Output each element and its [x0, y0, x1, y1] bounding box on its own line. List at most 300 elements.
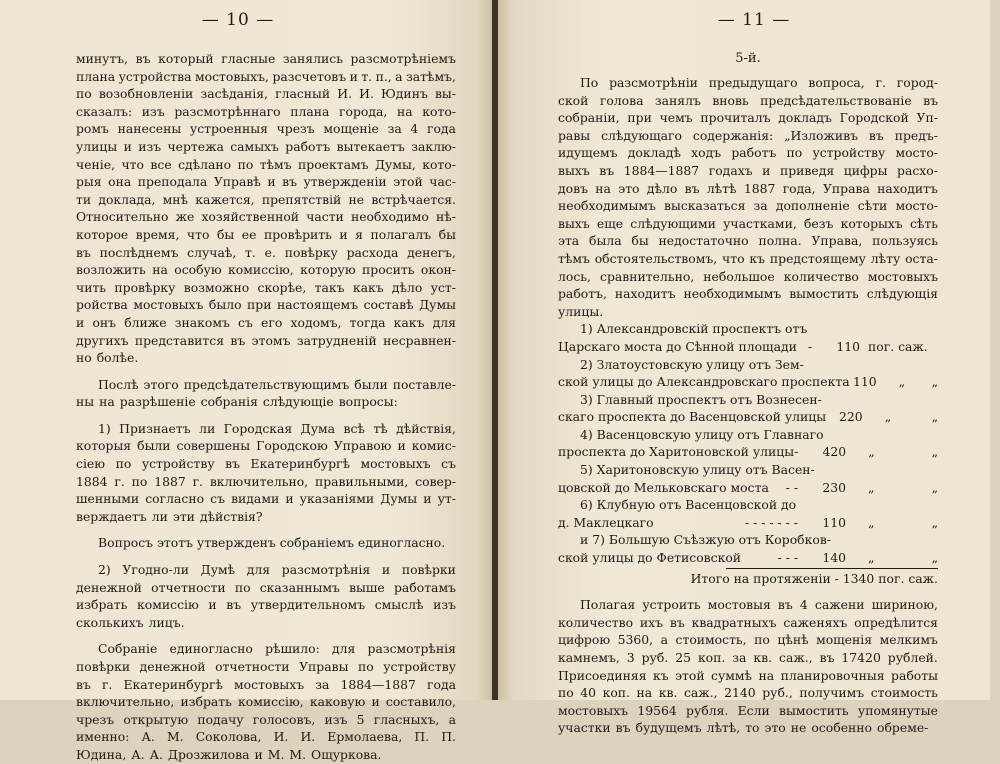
word: и [762, 162, 771, 178]
street-row-line1 [558, 461, 938, 479]
street-row-line1 [558, 320, 938, 338]
word: денегъ, [407, 244, 456, 260]
word: г. [114, 473, 125, 489]
street-row-line2 [558, 479, 938, 497]
word: город- [896, 75, 938, 90]
word: при [247, 297, 272, 313]
word: гласные [221, 51, 276, 66]
text-line [76, 676, 456, 694]
word: совер- [415, 473, 456, 489]
word: руб. [641, 650, 669, 665]
word: все [150, 156, 172, 172]
street-route: скаго проспекта до Васенцовской улицы [558, 409, 827, 425]
word: Думы [380, 491, 418, 507]
text-line [558, 649, 938, 667]
word: которыхъ [840, 215, 903, 231]
word: работъ [731, 145, 777, 161]
table-total: Итого на протяженіи - 1340 пог. саж. [690, 570, 938, 586]
street-span [558, 338, 812, 356]
street-row-line1 [558, 496, 938, 514]
word: и [423, 491, 432, 507]
word: 1884—1887 [340, 676, 416, 692]
word: по [115, 456, 132, 472]
word: По [580, 75, 599, 90]
word: И. [273, 729, 289, 745]
word: ходъ [691, 145, 722, 161]
word: высказаться [664, 198, 746, 214]
word: опредѣлится [854, 614, 938, 630]
word: плана [76, 68, 116, 84]
word: въ [599, 162, 615, 178]
word: въ [282, 174, 297, 190]
word: этомъ [251, 332, 291, 348]
word: необходимо [350, 209, 429, 225]
word: Екатеринбургѣ [123, 676, 223, 692]
word: Управа, [811, 233, 863, 249]
word: г. [101, 676, 113, 692]
text-line [558, 109, 938, 127]
word: А. [131, 746, 145, 762]
word: устроить [642, 597, 701, 613]
word: комис- [411, 438, 456, 454]
street-row-line1 [558, 531, 938, 549]
word: М. [267, 746, 285, 762]
word: города, [339, 103, 388, 119]
word: ти [76, 191, 92, 207]
word: ченіе, [76, 156, 116, 172]
word: идущемъ [558, 145, 618, 161]
word: Городской [839, 110, 909, 126]
word: работамъ [393, 579, 456, 595]
text-line [558, 596, 938, 614]
street-length: 420 [822, 444, 847, 460]
page-number-right: — 11 — [717, 10, 791, 30]
word: камнемъ, [558, 650, 620, 665]
word: этой [393, 174, 423, 190]
word: равы [558, 127, 591, 143]
word: включительно, [76, 694, 175, 710]
word: шириною, [871, 597, 938, 613]
word: я [355, 226, 363, 242]
street-row-line1 [558, 356, 938, 374]
word: 4 [410, 121, 419, 137]
word: недостаточно [658, 233, 749, 249]
word: обстоятельствомъ, [594, 250, 718, 266]
text-line [76, 596, 456, 614]
word: предстоящему [769, 250, 866, 266]
word: еще [596, 215, 624, 231]
word: докладѣ [627, 145, 681, 161]
word: занялись [282, 51, 343, 66]
word: избрать [76, 597, 128, 613]
street-span [558, 408, 826, 426]
word: Юдина, [76, 746, 127, 762]
word: выхъ [558, 162, 590, 178]
length-unit: пог. саж. [868, 338, 928, 354]
word: коп. [602, 685, 630, 701]
leader-dashes: - - [785, 479, 798, 495]
word: Думы [419, 297, 456, 313]
word: изъ [324, 711, 348, 727]
word: мощенія [816, 632, 873, 648]
word: эти [172, 508, 195, 524]
word: вопроса, [808, 75, 865, 90]
word: къ [749, 250, 766, 266]
word: Уп- [916, 110, 938, 126]
word: нѣ- [436, 209, 456, 225]
word: включительно, [209, 473, 309, 489]
word: составило, [385, 694, 456, 710]
word: засѣданія, [200, 86, 268, 102]
word: голосовъ, [252, 711, 316, 727]
word: указаніями [299, 491, 375, 507]
word: 1887 [154, 473, 186, 489]
word: И. [359, 86, 374, 102]
street-name: 3) Главный проспектъ отъ Вознесен- [580, 391, 822, 407]
word: разсмотрѣнія [281, 562, 371, 578]
word: сажени [814, 597, 865, 613]
word: руб., [762, 685, 793, 701]
word: Думы, [374, 156, 416, 172]
street-span [558, 443, 798, 461]
word: устройству [141, 456, 215, 472]
word: вымостить [789, 286, 859, 302]
paragraph-questions-intro [76, 376, 456, 411]
word: комиссію, [228, 262, 294, 278]
text-line [76, 191, 456, 209]
word: слѣдующими [630, 215, 716, 231]
leader-dashes: - [807, 338, 812, 354]
word: и [371, 694, 380, 710]
text-line [76, 437, 456, 455]
word: время, [135, 226, 180, 242]
word: слѣдующіе [262, 394, 334, 410]
word: на [595, 180, 611, 196]
word: преподала [137, 174, 208, 190]
word: расхо- [897, 162, 938, 178]
word: препятствій [261, 191, 342, 207]
word: особенно [811, 720, 873, 736]
word: мелкимъ [879, 632, 938, 648]
word: каковую [309, 694, 366, 710]
word: хозяйственной [201, 209, 300, 225]
word: п., [375, 68, 392, 84]
text-line [76, 279, 456, 297]
text-line [558, 74, 938, 92]
word: по [558, 685, 574, 701]
text-line [76, 490, 456, 508]
word: Дума [300, 420, 336, 436]
word: г. [875, 75, 886, 90]
street-route: ской улицы до Фетисовской [558, 550, 742, 566]
text-line [76, 579, 456, 597]
leader-dashes: - [794, 444, 799, 460]
word: приведя [779, 162, 835, 178]
word: что [121, 156, 144, 172]
word: въ [225, 456, 240, 472]
word: вытекаетъ [336, 138, 405, 154]
word: а [660, 632, 669, 648]
word: предыдущаго [708, 75, 798, 90]
word: года, [782, 180, 816, 196]
paragraph-continuation [76, 50, 456, 367]
word: другихъ [76, 332, 129, 348]
text-line [76, 561, 456, 579]
word: въ [135, 51, 151, 66]
word: чрезъ [276, 121, 315, 137]
length-unit: „ „ [868, 444, 938, 460]
table-rule [726, 568, 938, 569]
word: участками, [723, 215, 797, 231]
text-line [558, 250, 938, 268]
text-line [76, 68, 456, 86]
word: И. [300, 729, 316, 745]
word: количество [783, 268, 859, 284]
text-line [558, 667, 938, 685]
length-unit: „ „ [884, 409, 938, 425]
word: необходимымъ [558, 198, 656, 214]
word: Управѣ [213, 174, 261, 190]
text-line [76, 208, 456, 226]
word: гласный [275, 86, 331, 102]
text-line [76, 85, 456, 103]
word: будущемъ [635, 720, 702, 736]
word: изъ [138, 138, 162, 154]
word: съ [210, 491, 225, 507]
length-unit: „ „ [868, 479, 938, 495]
word: на [99, 394, 115, 410]
word: Ермолаева, [327, 729, 403, 745]
text-line [558, 631, 938, 649]
word: полна. [758, 233, 802, 249]
word: М. [166, 729, 184, 745]
text-line [558, 144, 938, 162]
word: саж., [779, 650, 813, 665]
word: къ [652, 667, 669, 683]
word: были [354, 376, 388, 392]
word: квадратныхъ [691, 614, 777, 630]
word: гласныхъ, [373, 711, 440, 727]
word: безъ [803, 215, 834, 231]
word: слѣдующаго [601, 127, 682, 143]
word: Присоединяя [558, 667, 647, 683]
paragraph-resolution [76, 640, 456, 763]
street-length: 140 [822, 550, 846, 566]
word: годахъ [708, 162, 753, 178]
word: Думѣ [200, 562, 236, 578]
leader-dashes: - - - [777, 550, 798, 566]
word: бы [216, 226, 235, 242]
word: комиссію, [238, 694, 304, 710]
word: скорѣе, [257, 279, 307, 295]
text-line [76, 711, 456, 729]
word: 3 [626, 650, 635, 665]
word: чрезъ [76, 711, 115, 727]
word: въ [923, 92, 938, 108]
word: слѣдующія [866, 286, 938, 302]
word: тѣ [373, 420, 388, 436]
word: встрѣчается. [371, 191, 456, 207]
text-line [76, 244, 456, 262]
word: сіею [76, 456, 106, 472]
section-heading: 5-й. [735, 51, 761, 66]
word: утвержденіи [303, 174, 387, 190]
word: 1887 [743, 180, 776, 196]
word: на [152, 262, 168, 278]
word: саженяхъ [783, 614, 848, 630]
word: мостовыхъ [558, 702, 629, 718]
left-page [0, 0, 492, 762]
word: при [627, 110, 652, 126]
word: собраніи, [558, 110, 620, 126]
word: и [381, 562, 391, 578]
street-row-line1 [558, 391, 938, 409]
word: случаѣ, [187, 244, 237, 260]
word: мостовыхъ [360, 456, 431, 472]
word: избрать [180, 694, 232, 710]
word: знакомъ [174, 314, 230, 330]
answer-1: Вопросъ этотъ утвержденъ собраніемъ единогласно. [98, 535, 446, 551]
word: Екатеринбургѣ [250, 456, 350, 472]
word: планировочныя [780, 667, 885, 683]
word: бы [631, 233, 649, 249]
word: ли [199, 420, 216, 436]
word: рыя [76, 174, 102, 190]
street-length: 110 [822, 514, 846, 530]
word: 1) [98, 420, 111, 436]
word: дѣйствія, [396, 420, 456, 436]
word: мостовыя [707, 597, 771, 613]
word: мостовыхъ [133, 297, 204, 313]
word: кв. [753, 650, 773, 665]
word: вновь [712, 92, 749, 108]
word: 1884 [76, 473, 108, 489]
word: 5 [356, 711, 365, 727]
word: возобновленіи [98, 86, 194, 102]
word: по [786, 145, 803, 161]
word: Ощуркова. [311, 746, 382, 762]
street-route: проспекта до Харитоновской улицы [558, 444, 795, 460]
text-line [76, 226, 456, 244]
word: цифры [843, 162, 888, 178]
right-page-text [558, 50, 938, 737]
word: какъ [393, 314, 425, 330]
word: голова [599, 92, 644, 108]
word: обреме- [877, 720, 929, 736]
word: плана [290, 103, 330, 119]
word: сказалъ: [76, 103, 133, 119]
street-row-line2 [558, 514, 938, 532]
word: необходимымъ [683, 286, 782, 302]
text-line [558, 719, 938, 737]
word: мостовыхъ [867, 268, 938, 284]
word: е. [264, 244, 276, 260]
word: въ [76, 676, 91, 692]
word: П. [414, 729, 430, 745]
text-line [76, 658, 456, 676]
word: Послѣ [98, 376, 139, 392]
streets-table [558, 320, 938, 566]
word: и [208, 597, 217, 613]
word: предсѣдательствующимъ [183, 376, 350, 392]
text-line [558, 303, 938, 321]
text-line [558, 614, 938, 632]
word: ли [151, 508, 168, 524]
word: разсмотрѣннаго [174, 103, 281, 119]
word: стоимость, [675, 632, 747, 648]
word: улицы. [558, 303, 604, 319]
street-row-line2 [558, 443, 938, 461]
word: коп. [697, 650, 726, 665]
word: полагалъ [370, 226, 432, 242]
word: изъ [433, 597, 456, 613]
word: кажется, [195, 191, 255, 207]
word: комиссію [137, 597, 199, 613]
street-name: 6) Клубную отъ Васенцовской до [580, 497, 797, 513]
word: Городская [223, 420, 293, 436]
word: сколькихъ [76, 614, 144, 630]
word: особую [174, 262, 222, 278]
word: лѣтѣ [706, 180, 737, 196]
word: стоимость [870, 685, 938, 701]
word: Если [737, 702, 770, 718]
word: Управы [299, 659, 349, 674]
street-row-line2 [558, 373, 938, 391]
word: утвердительномъ [250, 597, 366, 613]
text-line [76, 640, 456, 658]
word: для [432, 314, 456, 330]
word: 25 [675, 650, 691, 665]
word: работы [891, 667, 938, 683]
text-line [76, 455, 456, 473]
word: Соколова, [195, 729, 262, 745]
word: возможно [183, 279, 250, 295]
word: за [753, 198, 768, 214]
text-line [558, 268, 938, 286]
word: лицъ. [148, 614, 185, 630]
word: въ [777, 597, 793, 613]
street-length: 110 [836, 338, 860, 354]
right-page [498, 0, 990, 736]
word: пользуясь [872, 233, 938, 249]
word: и [76, 314, 85, 330]
word: разрѣшеніе [119, 394, 196, 410]
question-1 [76, 420, 456, 526]
word: затѣмъ, [406, 68, 456, 84]
word: нанесены [117, 121, 182, 137]
word: устройству [812, 145, 886, 161]
word: бы [438, 226, 456, 242]
word: въ [868, 127, 884, 143]
word: на [636, 685, 653, 701]
text-line [76, 120, 456, 138]
word: т. [361, 68, 373, 84]
word: мощеніе [323, 121, 379, 137]
word: въ [615, 720, 631, 736]
word: час- [429, 174, 456, 190]
word: этого [143, 376, 179, 392]
word: проектамъ [298, 156, 369, 172]
word: болѣе. [96, 350, 139, 366]
text-line [558, 232, 938, 250]
word: находитъ [614, 286, 676, 302]
word: кото- [422, 103, 456, 119]
word: 2) [98, 562, 111, 578]
word: это [764, 720, 786, 736]
street-span [558, 373, 850, 391]
text-line [76, 693, 456, 711]
word: Управа [822, 180, 870, 196]
